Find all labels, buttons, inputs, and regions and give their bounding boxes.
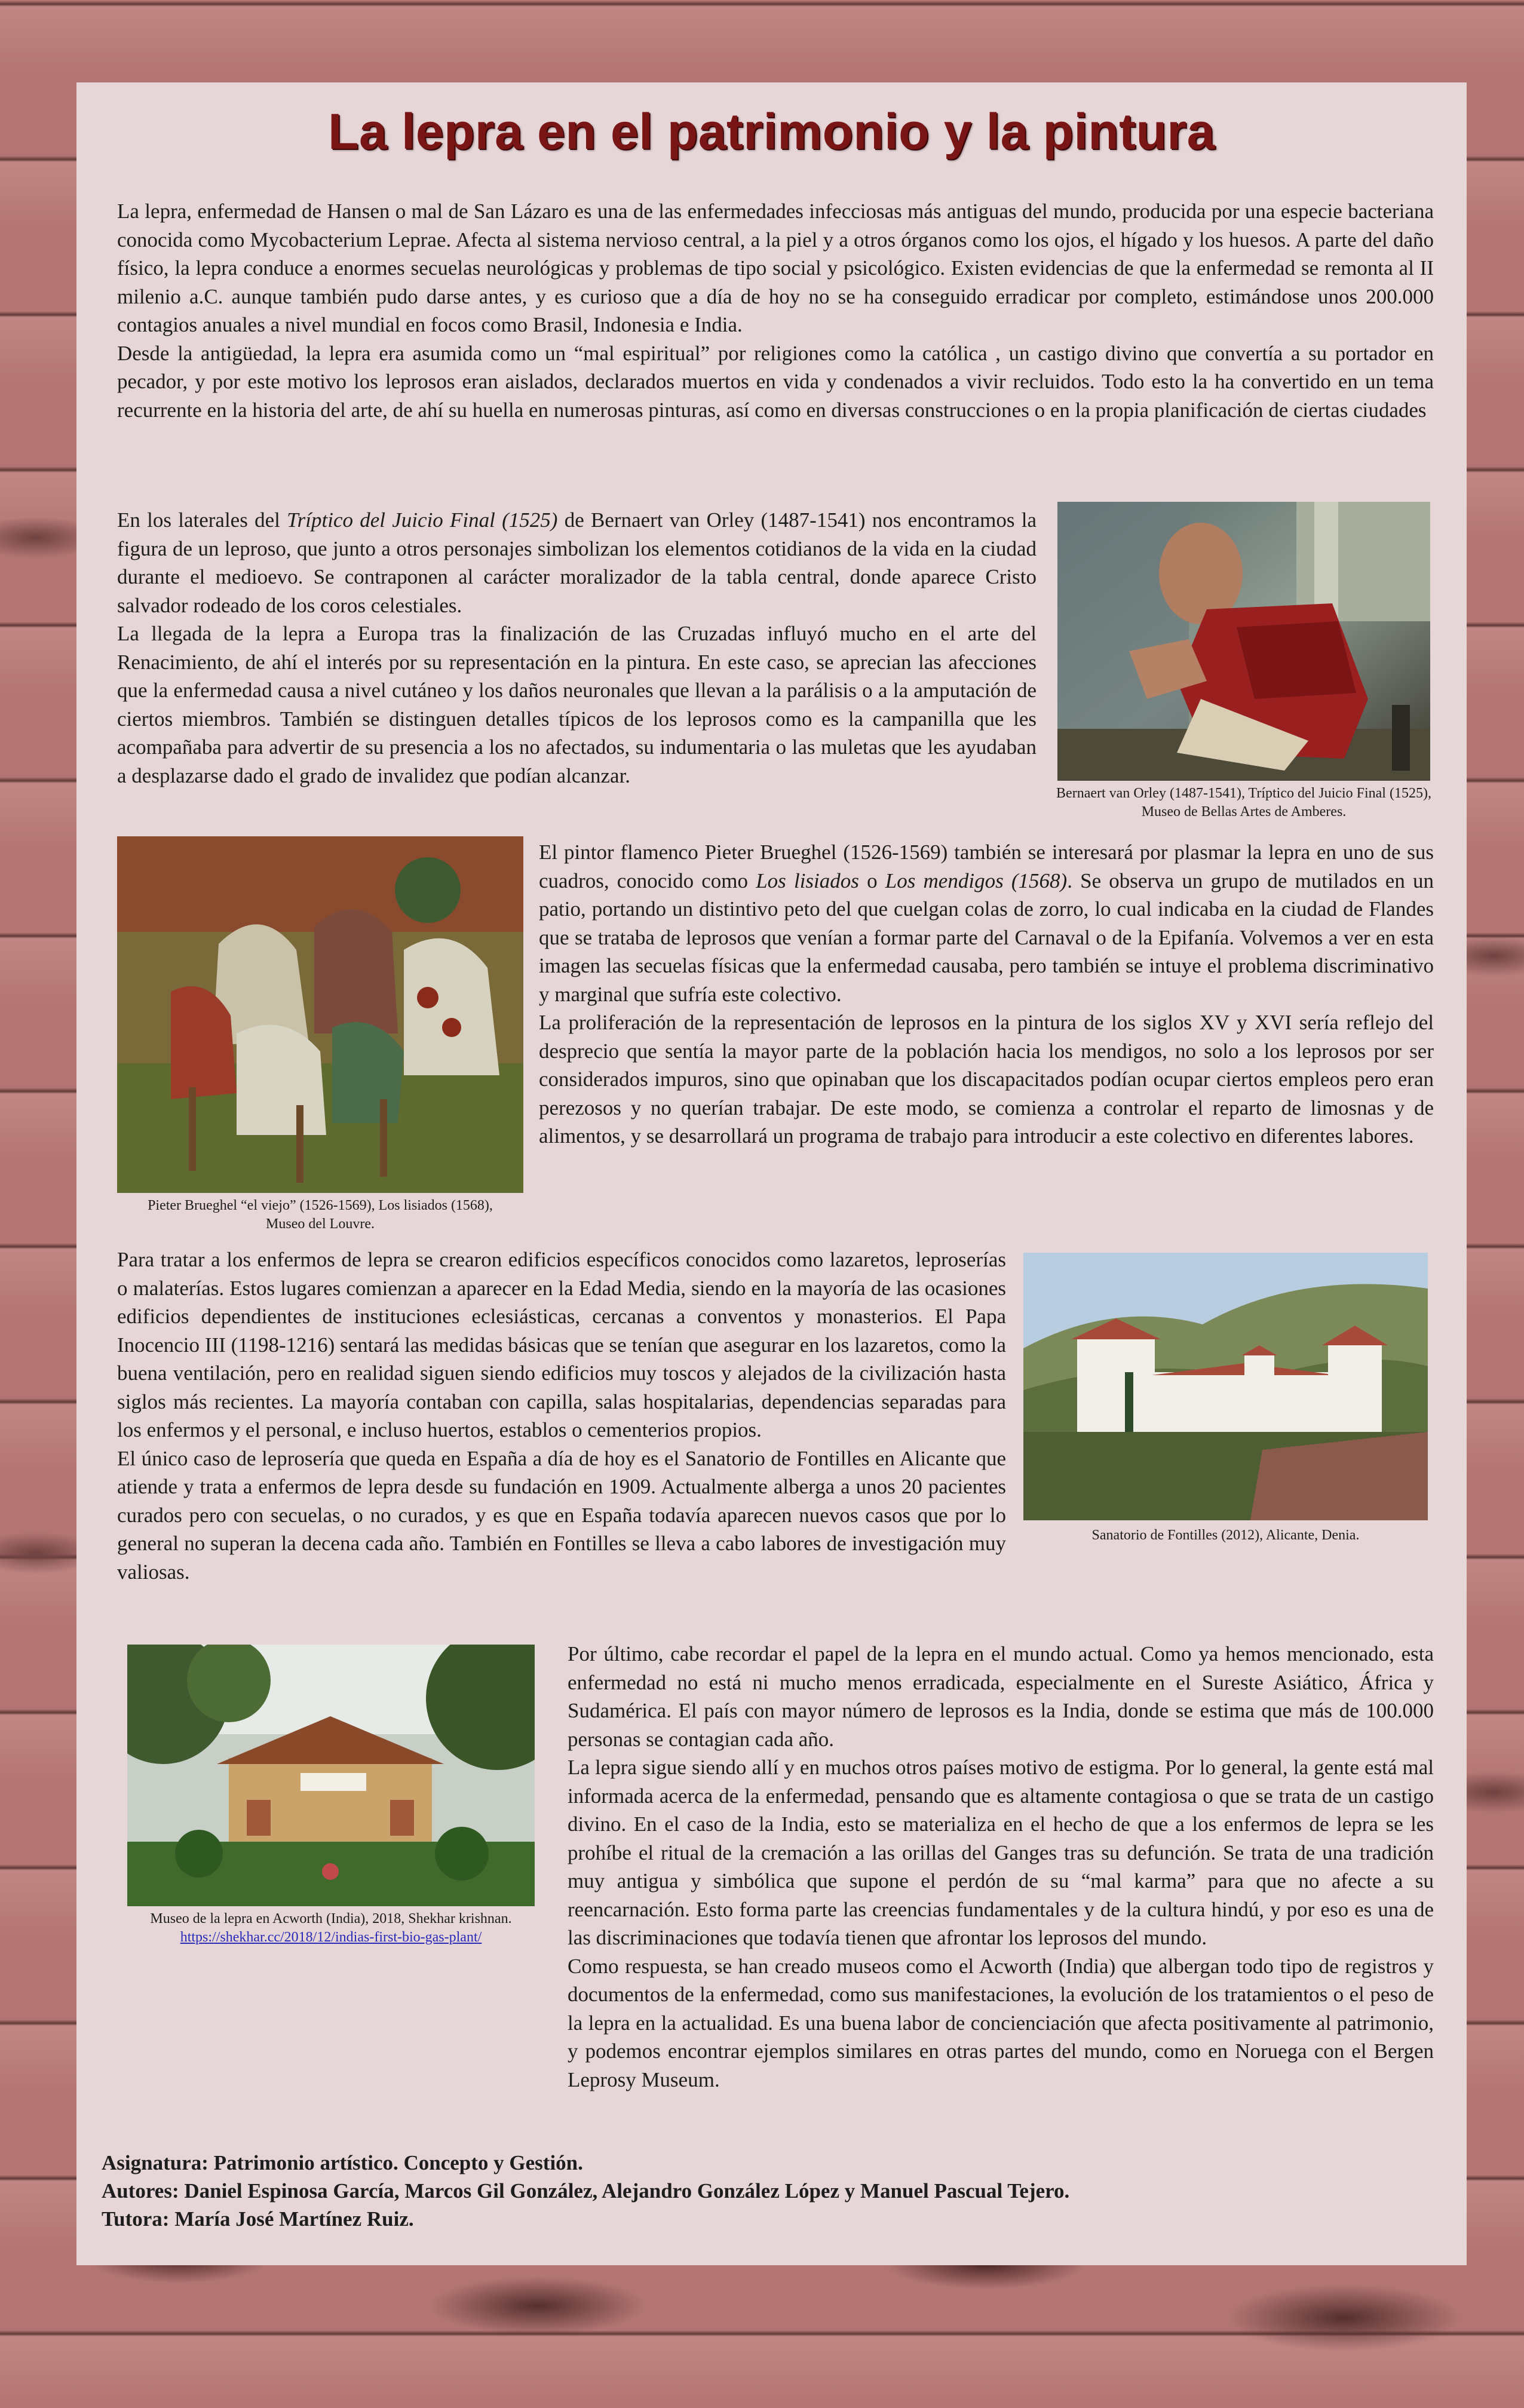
brueghel-paragraph-2: La proliferación de la representación de leprosos en la pintura de los siglos XV y XVI sería reflejo del desprecio que sentía la mayor parte de la población hacia los mendigos, no solo a los leprosos por ser considerados impuros, sino que opinaban que los discapacitados podían ocupar ciertos empleos pero eran perezosos y no querían trabajar. De este modo, se comienza a controlar el reparto de limosnas y de alimentos, y se desarrollará un programa de trabajo para introducir a este colectivo en diferentes labores.	[539, 1011, 1434, 1148]
orley-text	[117, 506, 1037, 790]
acworth-museum-photo	[127, 1645, 535, 1906]
brueghel-painting-image	[117, 836, 523, 1193]
lazaretos-text	[117, 1246, 1006, 1586]
fontilles-photo	[1023, 1253, 1428, 1520]
orley-caption: Bernaert van Orley (1487-1541), Tríptico del Juicio Final (1525), Museo de Bellas Artes de Amberes.	[1056, 786, 1431, 820]
credits-autores: Autores: Daniel Espinosa García, Marcos Gil González, Alejandro González López y Manuel Pascual Tejero.	[102, 2179, 1070, 2203]
orley-painting-image	[1057, 502, 1430, 781]
leper-figure-illustration	[1057, 502, 1430, 781]
brueghel-paragraph-1: El pintor flamenco Pieter Brueghel (1526-1569) también se interesará por plasmar la lepra en uno de sus cuadros, conocido como Los lisiados o Los mendigos (1568). Se observa un grupo de mutilados en un patio, portando un distintivo peto del que cuelgan colas de zorro, lo cual indicaba en la ciudad de Flandes que se trataba de leprosos que venían a formar parte del Carnaval o de la Epifanía. Volvemos a ver en esta imagen las secuelas físicas que la enfermedad causaba, pero también se intuye el problema discriminativo y marginal que sufría este colectivo.	[539, 841, 1434, 1006]
brueghel-artwork-title-1: Los lisiados	[756, 869, 859, 892]
credits-asignatura: Asignatura: Patrimonio artístico. Concepto y Gestión.	[102, 2151, 583, 2174]
intro-text	[117, 197, 1434, 424]
cripples-illustration	[117, 836, 523, 1193]
orley-artwork-title: Tríptico del Juicio Final (1525)	[287, 508, 558, 532]
brueghel-caption: Pieter Brueghel “el viejo” (1526-1569), Los lisiados (1568), Museo del Louvre.	[148, 1198, 493, 1232]
actual-paragraph-1: Por último, cabe recordar el papel de la lepra en el mundo actual. Como ya hemos mencionado, esta enfermedad no está ni mucho menos erradicada, especialmente en el Sureste Asiático, África y Sudamérica. El país con mayor número de leprosos es la India, donde se estima que más de 100.000 personas se contagian cada año.	[568, 1642, 1434, 1751]
intro-paragraph-2: Desde la antigüedad, la lepra era asumida como un “mal espiritual” por religiones como la católica , un castigo divino que convertía a su portador en pecador, y por este motivo los leprosos eran aislados, declarados muertos en vida y condenados a vivir recluidos. Todo esto la ha convertido en un tema recurrente en la historia del arte, de ahí su huella en numerosas pinturas, así como en diversas construcciones o en la propia planificación de ciertas ciudades	[117, 341, 1434, 422]
acworth-source-link[interactable]: https://shekhar.cc/2018/12/indias-first-bio-gas-plant/	[180, 1930, 482, 1945]
actual-paragraph-3: Como respuesta, se han creado museos como el Acworth (India) que albergan todo tipo de registros y documentos de la enfermedad, como sus manifestaciones, la evolución de los tratamientos o el peso de la lepra en la actualidad. Es una buena labor de concienciación que afecta positivamente al patrimonio, y podemos encontrar ejemplos similares en otras partes del mundo, como en Noruega con el Bergen Leprosy Museum.	[568, 1954, 1434, 2091]
lazaretos-paragraph-1: Para tratar a los enfermos de lepra se crearon edificios específicos conocidos como lazaretos, leproserías o malaterías. Estos lugares comienzan a aparecer en la Edad Media, siendo en la mayoría de las ocasiones edificios dependientes de instituciones eclesiásticas, cercanas a conventos y monasterios. El Papa Inocencio III (1198-1216) sentará las medidas básicas que se tenían que asegurar en los lazaretos, como la buena ventilación, pero en realidad siguen siendo edificios muy toscos y alejados de la civilización hasta siglos más recientes. La mayoría contaban con capilla, salas hospitalarias, dependencias separadas para los enfermos y el personal, e incluso huertos, establos o cementerios propios.	[117, 1248, 1006, 1441]
credits-tutora: Tutora: María José Martínez Ruiz.	[102, 2207, 414, 2231]
orley-paragraph-2: La llegada de la lepra a Europa tras la finalización de las Cruzadas influyó mucho en el arte del Renacimiento, de ahí el interés por su representación en la pintura. En este caso, se aprecian las afecciones que la enfermedad causa a nivel cutáneo y los daños neuronales que llevan a la parálisis o a la amputación de ciertos miembros. También se distinguen detalles típicos de los leprosos como es la campanilla que les acompañaba para advertir de su presencia a los no afectados, su indumentaria o las muletas que les ayudaban a desplazarse dado el grado de invalidez que podían alcanzar.	[117, 622, 1037, 787]
intro-paragraph-1: La lepra, enfermedad de Hansen o mal de San Lázaro es una de las enfermedades infecciosas más antiguas del mundo, producida por una especie bacteriana conocida como Mycobacterium Leprae. Afecta al sistema nervioso central, a la piel y a otros órganos como los ojos, el hígado y los huesos. A parte del daño físico, la lepra conduce a enormes secuelas neurológicas y problemas de tipo social y psicológico. Existen evidencias de que la enfermedad se remonta al II milenio a.C. aunque también pudo darse antes, y es curioso que a día de hoy no se ha conseguido erradicar por completo, estimándose unos 200.000 contagios anuales a nivel mundial en focos como Brasil, Indonesia e India.	[117, 200, 1434, 336]
brueghel-text	[539, 838, 1434, 1151]
credits	[102, 2149, 1069, 2233]
actual-paragraph-2: La lepra sigue siendo allí y en muchos otros países motivo de estigma. Por lo general, la gente está mal informada acerca de la enfermedad, pensando que es altamente contagiosa o que se trata de un castigo divino. En el caso de la India, esto se materializa en el hecho de que a los enfermos de lepra se les prohíbe el ritual de la cremación a las orillas del Ganges tras su defunción. Se trata de una tradición muy antigua y simbólica que supone el perdón de su “mal karma” para que no afecte a su reencarnación. Esto forma parte las creencias fundamentales y de la cultura hindú, y por eso es una de las discriminaciones que todavía tienen que afrontar los leprosos del mundo.	[568, 1756, 1434, 1949]
actual-text	[568, 1640, 1434, 2094]
page-title: La lepra en el patrimonio y la pintura	[328, 103, 1215, 159]
orley-paragraph-1: En los laterales del Tríptico del Juicio Final (1525) de Bernaert van Orley (1487-1541) nos encontramos la figura de un leproso, que junto a otros personajes simbolizan los elementos cotidianos de la vida en la ciudad durante el medioevo. Se contraponen al carácter moralizador de la tabla central, donde aparece Cristo salvador rodeado de los coros celestiales.	[117, 508, 1037, 617]
sanatorium-illustration	[1023, 1253, 1428, 1520]
lazaretos-paragraph-2: El único caso de leprosería que queda en España a día de hoy es el Sanatorio de Fontilles en Alicante que atiende y trata a enfermos de lepra desde su fundación en 1909. Actualmente alberga a unos 20 pacientes curados pero con secuelas, o no curados, y es que en España todavía aparecen nuevos casos que por lo general no superan la decena cada año. También en Fontilles se lleva a cabo labores de investigación muy valiosas.	[117, 1446, 1006, 1584]
brueghel-artwork-title-2: Los mendigos (1568)	[885, 869, 1068, 892]
acworth-caption: Museo de la lepra en Acworth (India), 2018, Shekhar krishnan. https://shekhar.cc/2018/12/indias-first-bio-gas-plant/	[150, 1911, 512, 1945]
museum-illustration	[127, 1645, 535, 1906]
fontilles-caption: Sanatorio de Fontilles (2012), Alicante, Denia.	[1091, 1527, 1360, 1543]
